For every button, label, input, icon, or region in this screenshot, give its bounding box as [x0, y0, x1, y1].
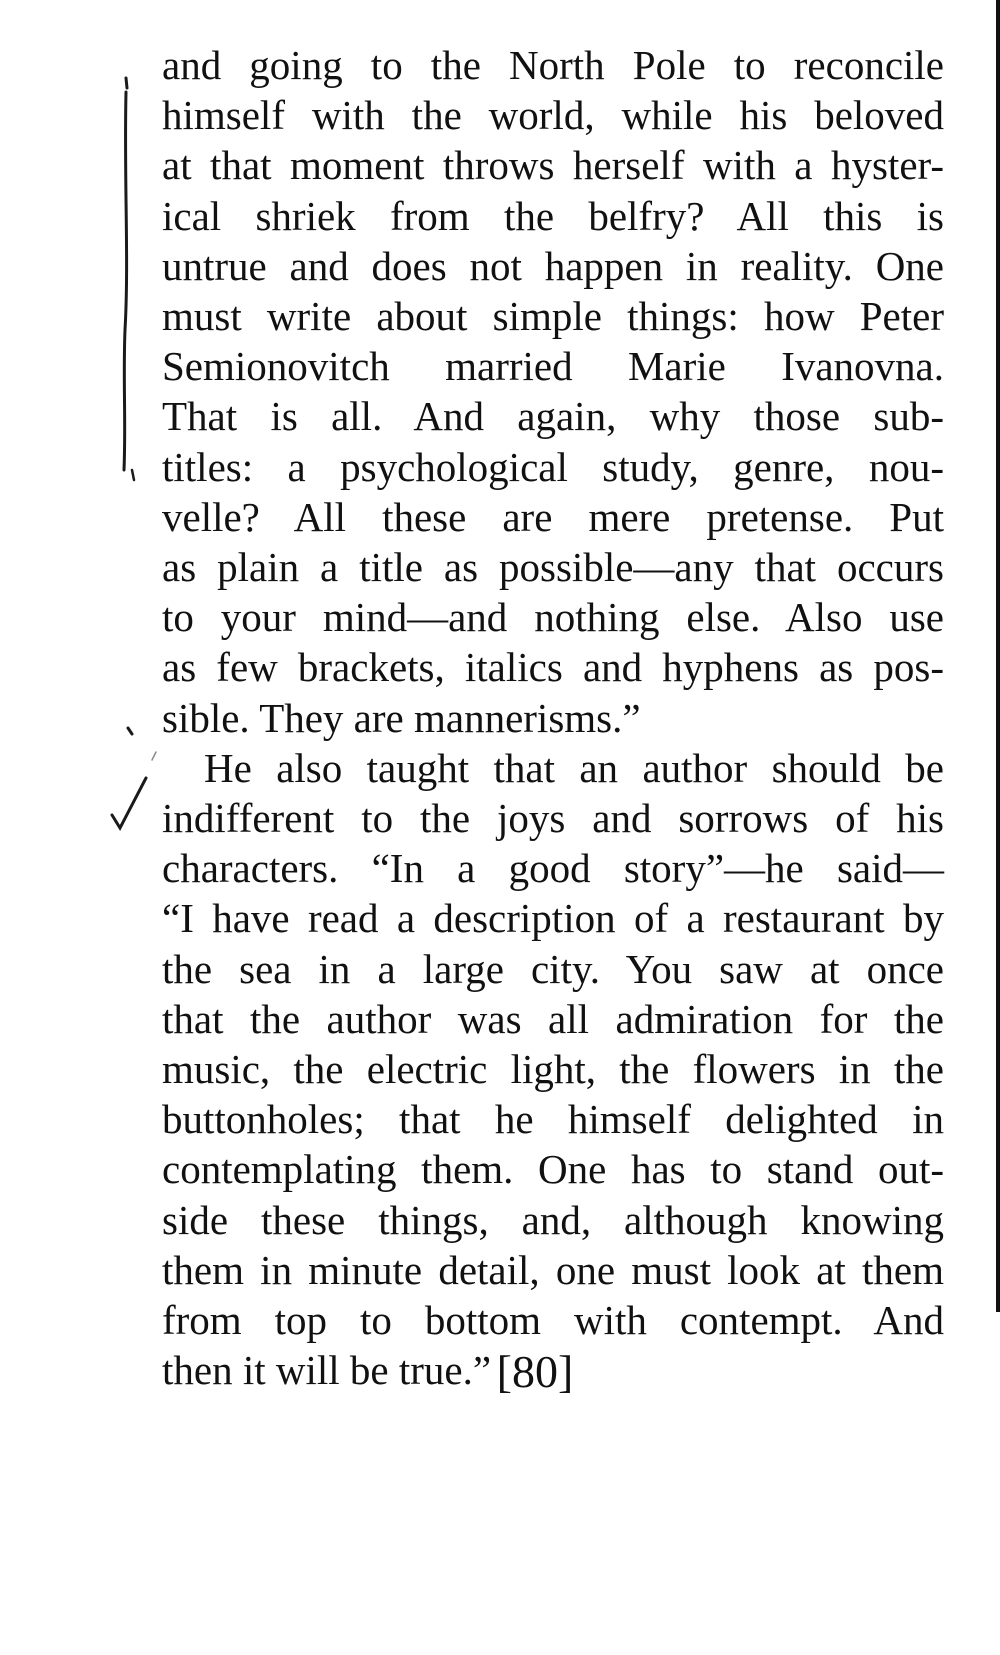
text-line: ical shriek from the belfry? All this is	[162, 192, 944, 239]
text-line: side these things, and, although knowing	[162, 1196, 944, 1243]
text-line: from top to bottom with contempt. And	[162, 1297, 944, 1344]
text-line: That is all. And again, why those sub-	[162, 393, 944, 440]
text-line: then it will be true.”	[162, 1347, 492, 1394]
text-line: untrue and does not happen in reality. One	[162, 242, 944, 289]
text-line: velle? All these are mere pretense. Put	[162, 493, 944, 540]
text-line: as few brackets, italics and hyphens as pos-	[162, 644, 944, 691]
text-line: music, the electric light, the flowers in the	[162, 1046, 944, 1093]
text-line: indifferent to the joys and sorrows of his	[162, 795, 944, 842]
text-line: must write about simple things: how Peter	[162, 293, 944, 340]
margin-mark-dot	[128, 728, 132, 734]
text-line: “I have read a description of a restaurant by	[162, 895, 944, 942]
text-line: He also taught that an author should be	[204, 744, 944, 791]
text-line: titles: a psychological study, genre, nou-	[162, 443, 944, 490]
margin-check-mark	[112, 778, 146, 828]
text-line: that the author was all admiration for the	[162, 995, 944, 1042]
page-number: [80]	[496, 1346, 574, 1397]
page-text	[162, 40, 944, 1395]
text-line: as plain a title as possible—any that occurs	[162, 544, 944, 591]
text-line: them in minute detail, one must look at them	[162, 1246, 944, 1293]
margin-vertical-line	[124, 92, 127, 470]
text-line: characters. “In a good story”—he said—	[162, 845, 944, 892]
text-line: buttonholes; that he himself delighted in	[162, 1096, 944, 1143]
text-line: contemplating them. One has to stand out-	[162, 1146, 944, 1193]
paragraph-1	[162, 40, 944, 743]
margin-mark-tick-bottom	[132, 470, 134, 480]
margin-check-faint	[152, 752, 156, 760]
text-line: at that moment throws herself with a hyster-	[162, 142, 944, 189]
text-line: sible. They are mannerisms.”	[162, 694, 641, 741]
paragraph-2	[162, 743, 944, 1396]
margin-mark-tick-top	[126, 78, 127, 88]
text-line: to your mind—and nothing else. Also use	[162, 594, 944, 641]
page-edge-rule	[996, 0, 1000, 1312]
text-line: himself with the world, while his beloved	[162, 92, 944, 139]
text-line: Semionovitch married Marie Ivanovna.	[162, 343, 944, 390]
text-line: and going to the North Pole to reconcile	[162, 42, 944, 88]
text-line: the sea in a large city. You saw at once	[162, 945, 944, 992]
